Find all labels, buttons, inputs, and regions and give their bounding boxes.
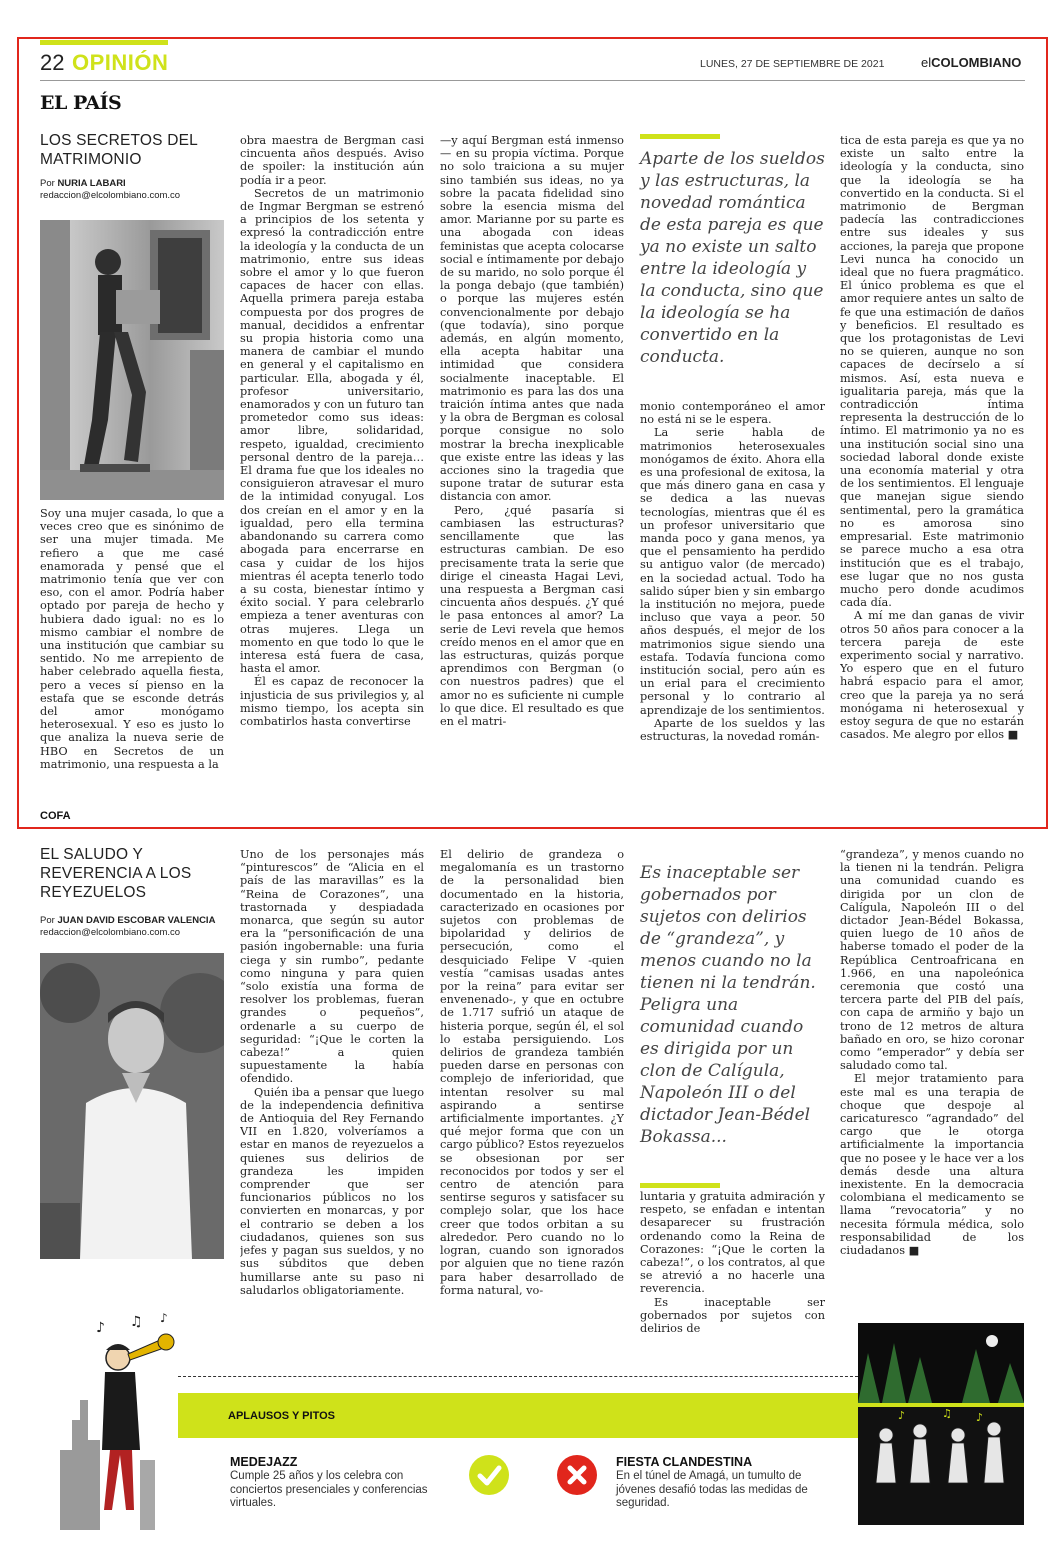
source-logo: EL PAÍS	[40, 92, 122, 114]
author-email: redaccion@elcolombiano.com.co	[40, 190, 181, 201]
svg-text:♪: ♪	[898, 1409, 906, 1422]
callouts-title: APLAUSOS Y PITOS	[228, 1410, 335, 1422]
svg-text:♫: ♫	[942, 1407, 952, 1420]
pullquote: Aparte de los sueldos y las estructuras, la novedad romántica de esta pareja es que ya no existe un salto entre la ideología y la conducta, sino que la ideología se ha convertido en la conducta.	[640, 149, 825, 367]
article-title: LOS SECRETOS DEL MATRIMONIO	[40, 132, 198, 168]
author-name: JUAN DAVID ESCOBAR VALENCIA	[57, 915, 216, 926]
svg-text:♪: ♪	[96, 1320, 105, 1336]
section-title: OPINIÓN	[72, 50, 169, 75]
x-icon	[557, 1455, 597, 1495]
strip-dashed-rule	[178, 1376, 863, 1377]
svg-text:♪: ♪	[976, 1411, 984, 1424]
article-title: EL SALUDO Y REVERENCIA A LOS REYEZUELOS	[40, 846, 192, 901]
author-email: redaccion@elcolombiano.com.co	[40, 927, 181, 938]
applause-heading: MEDEJAZZ	[230, 1455, 298, 1469]
source-label: COFA	[40, 810, 71, 822]
applause-text: Cumple 25 años y los celebra con conciertos presenciales y conferencias virtuales.	[230, 1470, 428, 1509]
svg-text:♪: ♪	[160, 1311, 168, 1325]
article2-column-2: Uno de los personajes más “pinturescos” de “Alicia en el país de las maravillas” es la “Reina de Corazones”, una trastornada y despiadada monarca, que según su autor era la “personificación de una pasión ingobernable: una furia ciega y sin rumbo”, pedante como ninguna y para quien “solo existía una forma de resolver los problemas, fueran grandes o pequeños”, ordenarle a su cuerpo de seguridad: “¡Que le corten la cabeza!” a quien supuestamente la había ofendido. Quién iba a pensar que luego de la independencia definitiva de Antioquia del Rey Fernando VII en 1.820, volveríamos a estar en manos de reyezuelos a quienes sus delirios de grandeza les impiden comprender que ser funcionarios públicos no los convierten en monarcas, y por el contrario se deben a los ciudadanos, quienes son sus jefes y pagan sus sueldos, y no sus súbditos que deben humillarse ante su paso ni saludarlos obligatoriamente.	[240, 848, 424, 1297]
article1-column-4: monio contemporáneo el amor no está ni se le espera. La serie habla de matrimonios heterosexuales monógamos de éxito. Ahora ella es una profesional de exitosa, la que más dinero gana en casa y se dedica a las nuevas tecnologías, mientras que él es un profesor universitario que manda poco y gana menos, ya que el pensamiento ha perdido su antiguo valor (de mercado) en la sociedad actual. Todo ha salido súper bien y sin embargo la institución no mejora, puede incluso que vaya a peor. 50 años después, el mejor de los matrimonios sigue siendo una estafa. Todavía funciona como institución social, pero aún es un erial para el crecimiento personal y lo contrario al aprendizaje de los sentimientos. Aparte de los sueldos y las estructuras, la novedad román-	[640, 400, 825, 744]
pullquote: Es inaceptable ser gobernados por sujetos con delirios de “grandeza”, y menos cuando no la tienen ni la tendrán. Peligra una comunidad cuando es dirigida por un clon de Calígula, Napoleón III o del dictador Jean-Bédel Bokassa...	[640, 863, 816, 1147]
pullquote-accent-bar	[640, 1183, 720, 1188]
boo-text: En el túnel de Amagá, un tumulto de jóvenes desafió todas las medidas de seguridad.	[616, 1470, 808, 1509]
byline: Por JUAN DAVID ESCOBAR VALENCIA redaccion@elcolombiano.com.co	[40, 915, 216, 938]
article2-column-4: luntaria y gratuita admiración y respeto, se enfadan e intentan desaparecer su frustración ordenando como la Reina de Corazones: “¡Que le corten la cabeza!”, o los contratos, al que se atrevió a no hacerle una reverencia. Es inaceptable ser gobernados por sujetos con delirios de	[640, 1190, 825, 1336]
author-name: NURIA LABARI	[57, 178, 126, 189]
byline: Por NURIA LABARI redaccion@elcolombiano.com.co	[40, 178, 181, 201]
newspaper-logo: elCOLOMBIANO	[921, 55, 1022, 70]
article2-column-5: “grandeza”, y menos cuando no la tienen ni la tendrán. Peligra una comunidad cuando es dirigida por un clon de Calígula, Napoleón III o del dictador Jean-Bédel Bokassa, quien luego de 10 años de haberse tomado el poder de la República Centroafricana en 1.966, en una napoleónica ceremonia que costó una tercera parte del PIB del país, con capa de armiño y bajo un trono de 12 metros de altura bañado en oro, se hizo coronar como “emperador” y debía ser saludado como tal. El mejor tratamiento para este mal es una terapia de choque que despoje al caricaturesco “agrandado” del cargo que le otorga artificialmente la importancia que no posee y le hace ver a los demás desde una altura inexistente. En la democracia colombiana el medicamento se llama “revocatoria” y no necesita fórmula médica, solo responsabilidad de los ciudadanos ■	[840, 848, 1024, 1258]
page-number: 22	[40, 50, 65, 75]
section-accent-bar	[40, 40, 168, 45]
article1-column-1: Soy una mujer casada, lo que a veces creo que es sinónimo de ser una mujer timada. Me refiero a que me casé enamorada y pensé que el matrimonio tenía que ver con eso, con el amor. Podría haber optado por pareja de hecho y hubiera dado igual: no es lo mismo cambiar el nombre de una institución que cambiar su sentido. No me arrepiento de haber celebrado aquella fiesta, pero a veces sí pienso en la estafa que se esconde detrás del amor monógamo heterosexual. Y eso es justo lo que analiza la nueva serie de HBO en Secretos de un matrimonio, una respuesta a la	[40, 507, 224, 771]
header-rule	[40, 80, 1025, 81]
author-photo	[40, 953, 224, 1259]
dateline: LUNES, 27 DE SEPTIEMBRE DE 2021	[700, 58, 885, 70]
article1-column-2: obra maestra de Bergman casi cincuenta años después. Aviso de spoiler: la institución aún podía ir a peor. Secretos de un matrimonio de Ingmar Bergman se estrenó a principios de los setenta y expresó la contradicción entre la ideología y la conducta de un matrimonio, entre sus ideas sobre el amor y lo que fueron capaces de hacer con ellas. Aquella primera pareja estaba compuesta por dos progres de manual, decididos a enfrentar su propia historia como una manera de cambiar el mundo en general y el capitalismo en particular. Ella, abogada y él, profesor universitario, enamorados y con un futuro tan prometedor como sus ideas: amor libre, solidaridad, respeto, igualdad, crecimiento personal dentro de la pareja… El drama fue que los ideales no consiguieron atravesar el muro de la intimidad conyugal. Los dos creían en el amor y en la igualdad, pero ella termina abandonando su carrera como abogada para encerrarse en casa y cuidar de los hijos mientras él acepta tenerlo todo a su costa, bienestar íntimo y éxito social. Y para celebrarlo empieza a tener aventuras con otras mujeres. Llega un momento en que todo lo que le interesa está fuera de casa, hasta el amor. Él es capaz de reconocer la injusticia de sus privilegios y, al mismo tiempo, los acepta sin combatirlos hasta convertirse	[240, 134, 424, 728]
check-icon	[469, 1455, 509, 1495]
party-illustration	[858, 1323, 1024, 1525]
article1-column-5: tica de esta pareja es que ya no existe un salto entre la ideología y la conducta, sino que la ideología se ha convertido en la conducta. Si el matrimonio de Bergman padecía las contradicciones entre sus ideales y sus acciones, la pareja que propone Levi nunca ha conocido un ideal que no fuera pragmático. El único problema es que el amor requiere antes un salto de fe que una estimación de daños y beneficios. El resultado es que los protagonistas de Levi no se quieren, aunque no son capaces de decírselo a sí mismos. Así, esta nueva e igualitaria pareja, más que la contradicción íntima representa la destrucción de lo íntimo. El matrimonio ya no es una institución social sino una sociedad laboral donde existe una economía material y otra de los sentimientos. El lenguaje que manejan sigue siendo sentimental, pero la gramática no es amorosa sino empresarial. Este matrimonio se parece mucho a esa otra institución que es el trabajo, ese lugar que no nos gusta mucho pero donde acudimos cada día. A mí me dan ganas de vivir otros 50 años para conocer a la tercera pareja de este experimento social y narrativo. Yo espero que en el futuro habrá espacio para el amor, creo que la pareja ya no será monógama ni heterosexual y estoy segura de que no estarán casados. Me alegro por ellos ■	[840, 134, 1024, 742]
svg-text:♫: ♫	[130, 1314, 143, 1330]
article2-column-3: El delirio de grandeza o megalomanía es un trastorno de la personalidad bien documentado en la historia, caracterizado en ocasiones por sujetos con problemas de bipolaridad y delirios de persecución, como el desquiciado Felipe V -quien vestía “camisas usadas antes por la reina” para evitar ser envenenado-, y que en octubre de 1.717 sufrió un ataque de histeria porque, según él, el sol lo estaba persiguiendo. Los delirios de grandeza también pueden darse en personas con complejo de inferioridad, que intentan resolver su mal aspirando a sentirse artificialmente importantes. ¿Y qué mejor forma que con un cargo público? Estos reyezuelos se obsesionan por ser reconocidos por todos y ser el centro de atención para sentirse seguros y satisfacer su complejo solar, que los hace creer que todos orbitan a su alrededor. Pero cuando no lo logran, cuando son ignorados por alguien que no tiene razón para haber desarrollado de forma natural, vo-	[440, 848, 624, 1297]
statue-photo	[40, 220, 224, 500]
pullquote-accent-bar	[640, 134, 720, 139]
trumpet-player-illustration	[60, 1310, 200, 1530]
boo-heading: FIESTA CLANDESTINA	[616, 1455, 753, 1469]
article1-column-3: —y aquí Bergman está inmenso— en su propia víctima. Porque no solo traiciona a su mujer sino también sus ideas, no ya sobre la pacata fidelidad sino sobre la esencia misma del amor. Marianne por su parte es una abogada con ideas feministas que acepta colocarse social e íntimamente por debajo de su marido, no solo porque él la ponga debajo (que también) o porque las mujeres estén convencionalmente por debajo (que todavía), sino porque además, en algún momento, ella acepta habitar una intimidad que considera socialmente inaceptable. El matrimonio es para las dos una traición íntima antes que nada y la obra de Bergman es colosal porque consigue no solo mostrar la brecha inexplicable que existe entre las ideas y las acciones sino la tragedia que supone tratar de suturar esta distancia con amor. Pero, ¿qué pasaría si cambiasen las estructuras? sencillamente que las estructuras cambian. De eso precisamente trata la serie que dirige el cineasta Hagai Levi, una respuesta a Bergman casi cincuenta años después. ¿Y qué le pasa entonces al amor? La serie de Levi revela que hemos creído menos en el amor que en las estructuras, quizás porque aprendimos con Bergman (o con nuestros padres) que el amor no es suficiente ni cumple lo que dice. El resultado es que en el matri-	[440, 134, 624, 728]
